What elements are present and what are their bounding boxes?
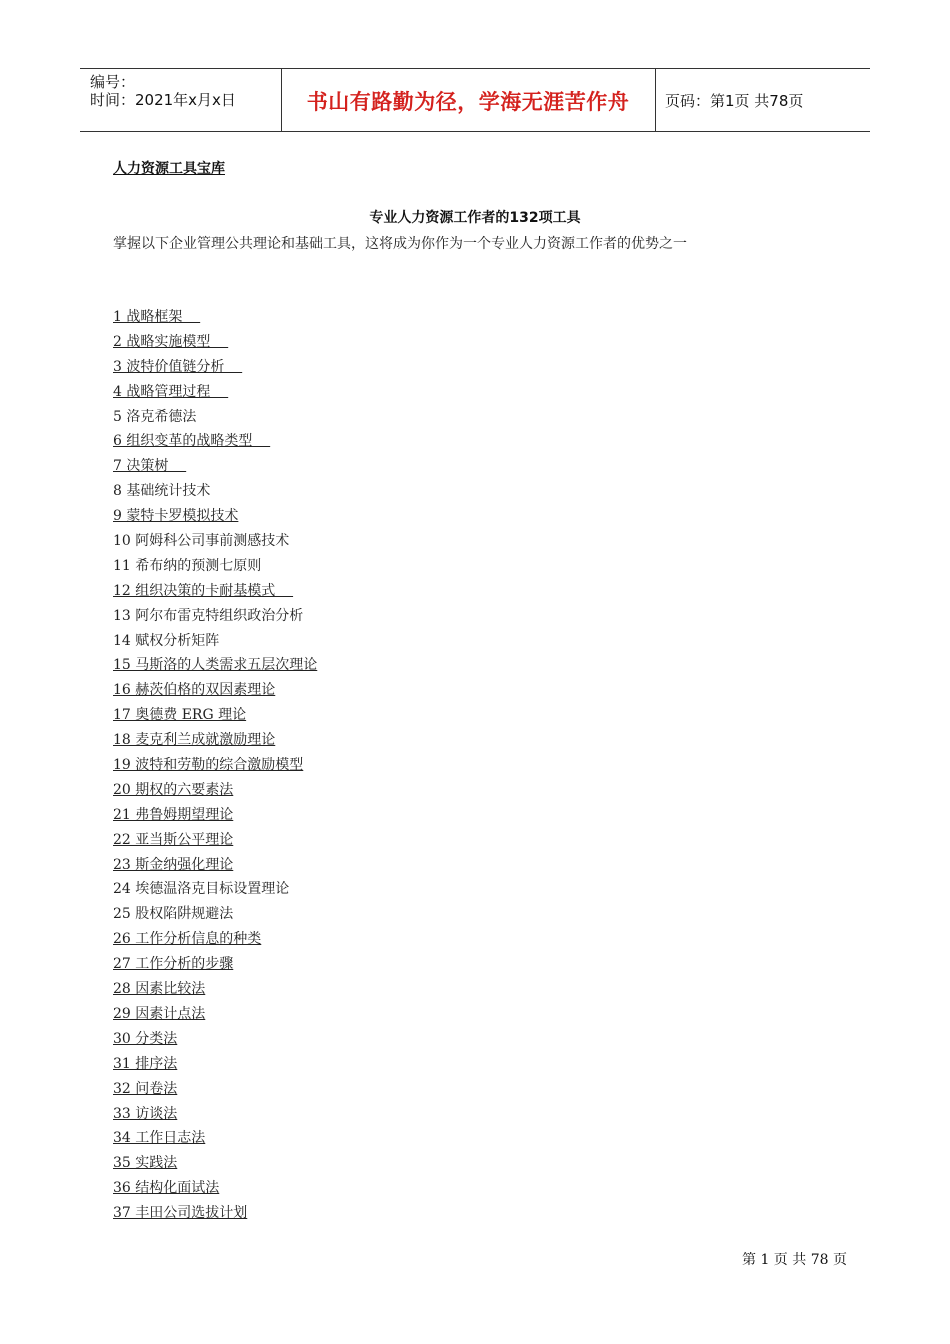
tool-list-item[interactable] [113,929,317,954]
page-footer: 第 1 页 共 78 页 [742,1252,847,1268]
tool-label: 10 阿姆科公司事前测感技术 [113,533,290,550]
tool-list-item[interactable] [113,1153,317,1178]
tool-link[interactable]: 28 因素比较法 [113,981,206,998]
tool-list-item [113,481,317,506]
tool-label: 25 股权陷阱规避法 [113,906,234,923]
tool-link[interactable]: 3 波特价值链分析 [113,358,243,375]
tool-list-item [113,631,317,656]
tool-label: 11 希布纳的预测七原则 [113,557,262,574]
tool-link[interactable]: 26 工作分析信息的种类 [113,931,262,948]
tool-list-item[interactable] [113,1004,317,1029]
tool-list-item[interactable] [113,1054,317,1079]
tool-list-item[interactable] [113,755,317,780]
tool-link[interactable]: 17 奥德费 ERG 理论 [113,707,247,724]
tool-list-item[interactable] [113,855,317,880]
section-title: 专业人力资源工作者的132项工具 [369,210,581,226]
tool-link[interactable]: 20 期权的六要素法 [113,781,234,798]
tool-link[interactable]: 19 波特和劳勒的综合激励模型 [113,757,304,774]
tool-list-item[interactable] [113,1029,317,1054]
tool-link[interactable]: 36 结构化面试法 [113,1180,220,1197]
tool-list-item[interactable] [113,680,317,705]
tool-label: 13 阿尔布雷克特组织政治分析 [113,607,304,624]
tool-link[interactable]: 37 丰田公司选拔计划 [113,1205,248,1222]
tool-list-item [113,606,317,631]
tool-link[interactable]: 30 分类法 [113,1030,178,1047]
tool-list-item[interactable] [113,581,317,606]
tool-link[interactable]: 6 组织变革的战略类型 [113,433,271,450]
tool-link[interactable]: 18 麦克利兰成就激励理论 [113,732,276,749]
tool-link[interactable]: 29 因素计点法 [113,1005,206,1022]
tool-list-item[interactable] [113,705,317,730]
tool-list-item[interactable] [113,1178,317,1203]
tool-list-item[interactable] [113,357,317,382]
tool-link[interactable]: 21 弗鲁姆期望理论 [113,806,234,823]
document-header [80,68,870,132]
tool-list-item [113,556,317,581]
header-page-cell [655,69,870,131]
header-page-info: 页码：第1页 共78页 [665,92,804,110]
tool-list-item[interactable] [113,1203,317,1228]
tool-link[interactable]: 9 蒙特卡罗模拟技术 [113,508,239,525]
tool-link[interactable]: 33 访谈法 [113,1105,178,1122]
tool-list-item [113,879,317,904]
tool-list-item[interactable] [113,332,317,357]
tool-list-item[interactable] [113,979,317,1004]
tool-list-item[interactable] [113,830,317,855]
tool-list-item[interactable] [113,954,317,979]
tool-link[interactable]: 15 马斯洛的人类需求五层次理论 [113,657,318,674]
header-motto-cell [281,69,656,131]
header-meta-cell [80,69,282,131]
tool-link[interactable]: 4 战略管理过程 [113,383,229,400]
tool-link[interactable]: 16 赫茨伯格的双因素理论 [113,682,276,699]
tool-list-item [113,904,317,929]
time-label: 时间：2021年x月x日 [90,91,236,109]
intro-paragraph: 掌握以下企业管理公共理论和基础工具，这将成为你作为一个专业人力资源工作者的优势之一 [113,236,687,252]
tool-list-item[interactable] [113,730,317,755]
tool-list-item[interactable] [113,655,317,680]
tool-list-item[interactable] [113,1104,317,1129]
tool-list-item [113,531,317,556]
tool-link[interactable]: 1 战略框架 [113,309,201,325]
tool-label: 14 赋权分析矩阵 [113,632,220,649]
tool-link[interactable]: 34 工作日志法 [113,1130,206,1147]
tool-link[interactable]: 23 斯金纳强化理论 [113,856,234,873]
tool-label: 24 埃德温洛克目标设置理论 [113,881,290,898]
tool-list-item[interactable] [113,506,317,531]
tool-link[interactable]: 27 工作分析的步骤 [113,956,234,973]
tool-list-item[interactable] [113,1079,317,1104]
code-label: 编号： [90,73,136,91]
tool-list-item[interactable] [113,431,317,456]
tool-list-item[interactable] [113,1128,317,1153]
tool-link[interactable]: 2 战略实施模型 [113,333,229,350]
tool-link[interactable]: 35 实践法 [113,1155,178,1172]
tool-list-item[interactable] [113,805,317,830]
tool-link[interactable]: 12 组织决策的卡耐基模式 [113,582,294,599]
tool-link[interactable]: 31 排序法 [113,1055,178,1072]
tool-link[interactable]: 7 决策树 [113,458,187,475]
tool-label: 8 基础统计技术 [113,483,211,500]
tool-list-item [113,407,317,432]
header-motto: 书山有路勤为径，学海无涯苦作舟 [306,90,630,114]
tool-list [113,307,317,1228]
tool-list-item[interactable] [113,780,317,805]
tool-link[interactable]: 32 问卷法 [113,1080,178,1097]
tool-list-item[interactable] [113,456,317,481]
tool-list-item[interactable] [113,307,317,332]
tool-label: 5 洛克希德法 [113,408,197,425]
document-title: 人力资源工具宝库 [113,161,225,177]
tool-link[interactable]: 22 亚当斯公平理论 [113,831,234,848]
tool-list-item[interactable] [113,382,317,407]
